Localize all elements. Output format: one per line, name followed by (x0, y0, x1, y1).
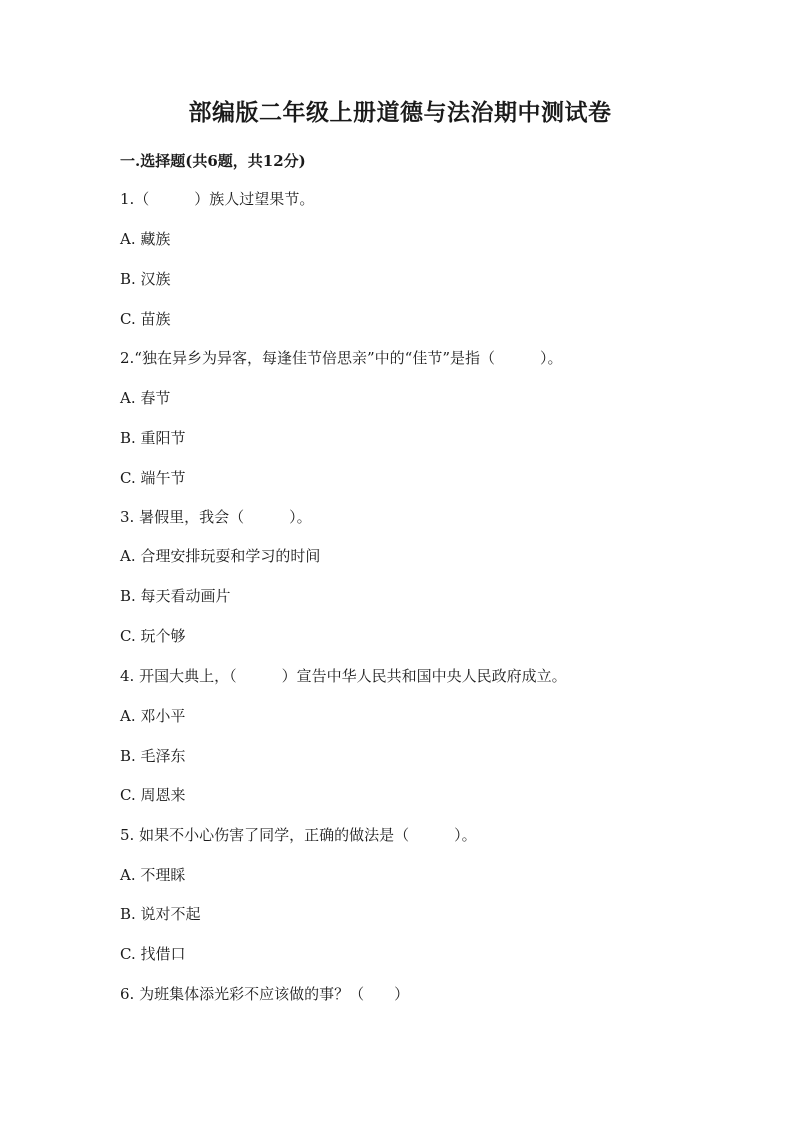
answer-option: A. 不理睬 (120, 866, 186, 884)
answer-option: B. 重阳节 (120, 429, 186, 447)
question-stem: 3. 暑假里，我会（ ）。 (120, 508, 312, 526)
page-title: 部编版二年级上册道德与法治期中测试卷 (188, 99, 612, 126)
answer-option: C. 找借口 (120, 945, 186, 963)
answer-option: C. 端午节 (120, 469, 186, 487)
question-stem: 5. 如果不小心伤害了同学，正确的做法是（ ）。 (120, 826, 477, 844)
answer-option: C. 玩个够 (120, 627, 186, 645)
question-stem: 1.（ ）族人过望果节。 (120, 190, 315, 208)
answer-option: A. 藏族 (120, 230, 171, 248)
answer-option: C. 周恩来 (120, 786, 186, 804)
answer-option: A. 春节 (120, 389, 171, 407)
answer-option: B. 毛泽东 (120, 747, 186, 765)
answer-option: A. 邓小平 (120, 707, 186, 725)
answer-option: B. 汉族 (120, 270, 171, 288)
question-stem: 4. 开国大典上，（ ）宣告中华人民共和国中央人民政府成立。 (120, 667, 567, 685)
answer-option: C. 苗族 (120, 310, 171, 328)
answer-option: B. 说对不起 (120, 905, 201, 923)
section-heading: 一.选择题(共6题，共12分) (120, 152, 306, 170)
answer-option: A. 合理安排玩耍和学习的时间 (120, 547, 321, 565)
answer-option: B. 每天看动画片 (120, 587, 231, 605)
question-stem: 6. 为班集体添光彩不应该做的事？（ ） (120, 985, 410, 1003)
question-stem: 2.“独在异乡为异客，每逢佳节倍思亲”中的“佳节”是指（ ）。 (120, 349, 563, 367)
